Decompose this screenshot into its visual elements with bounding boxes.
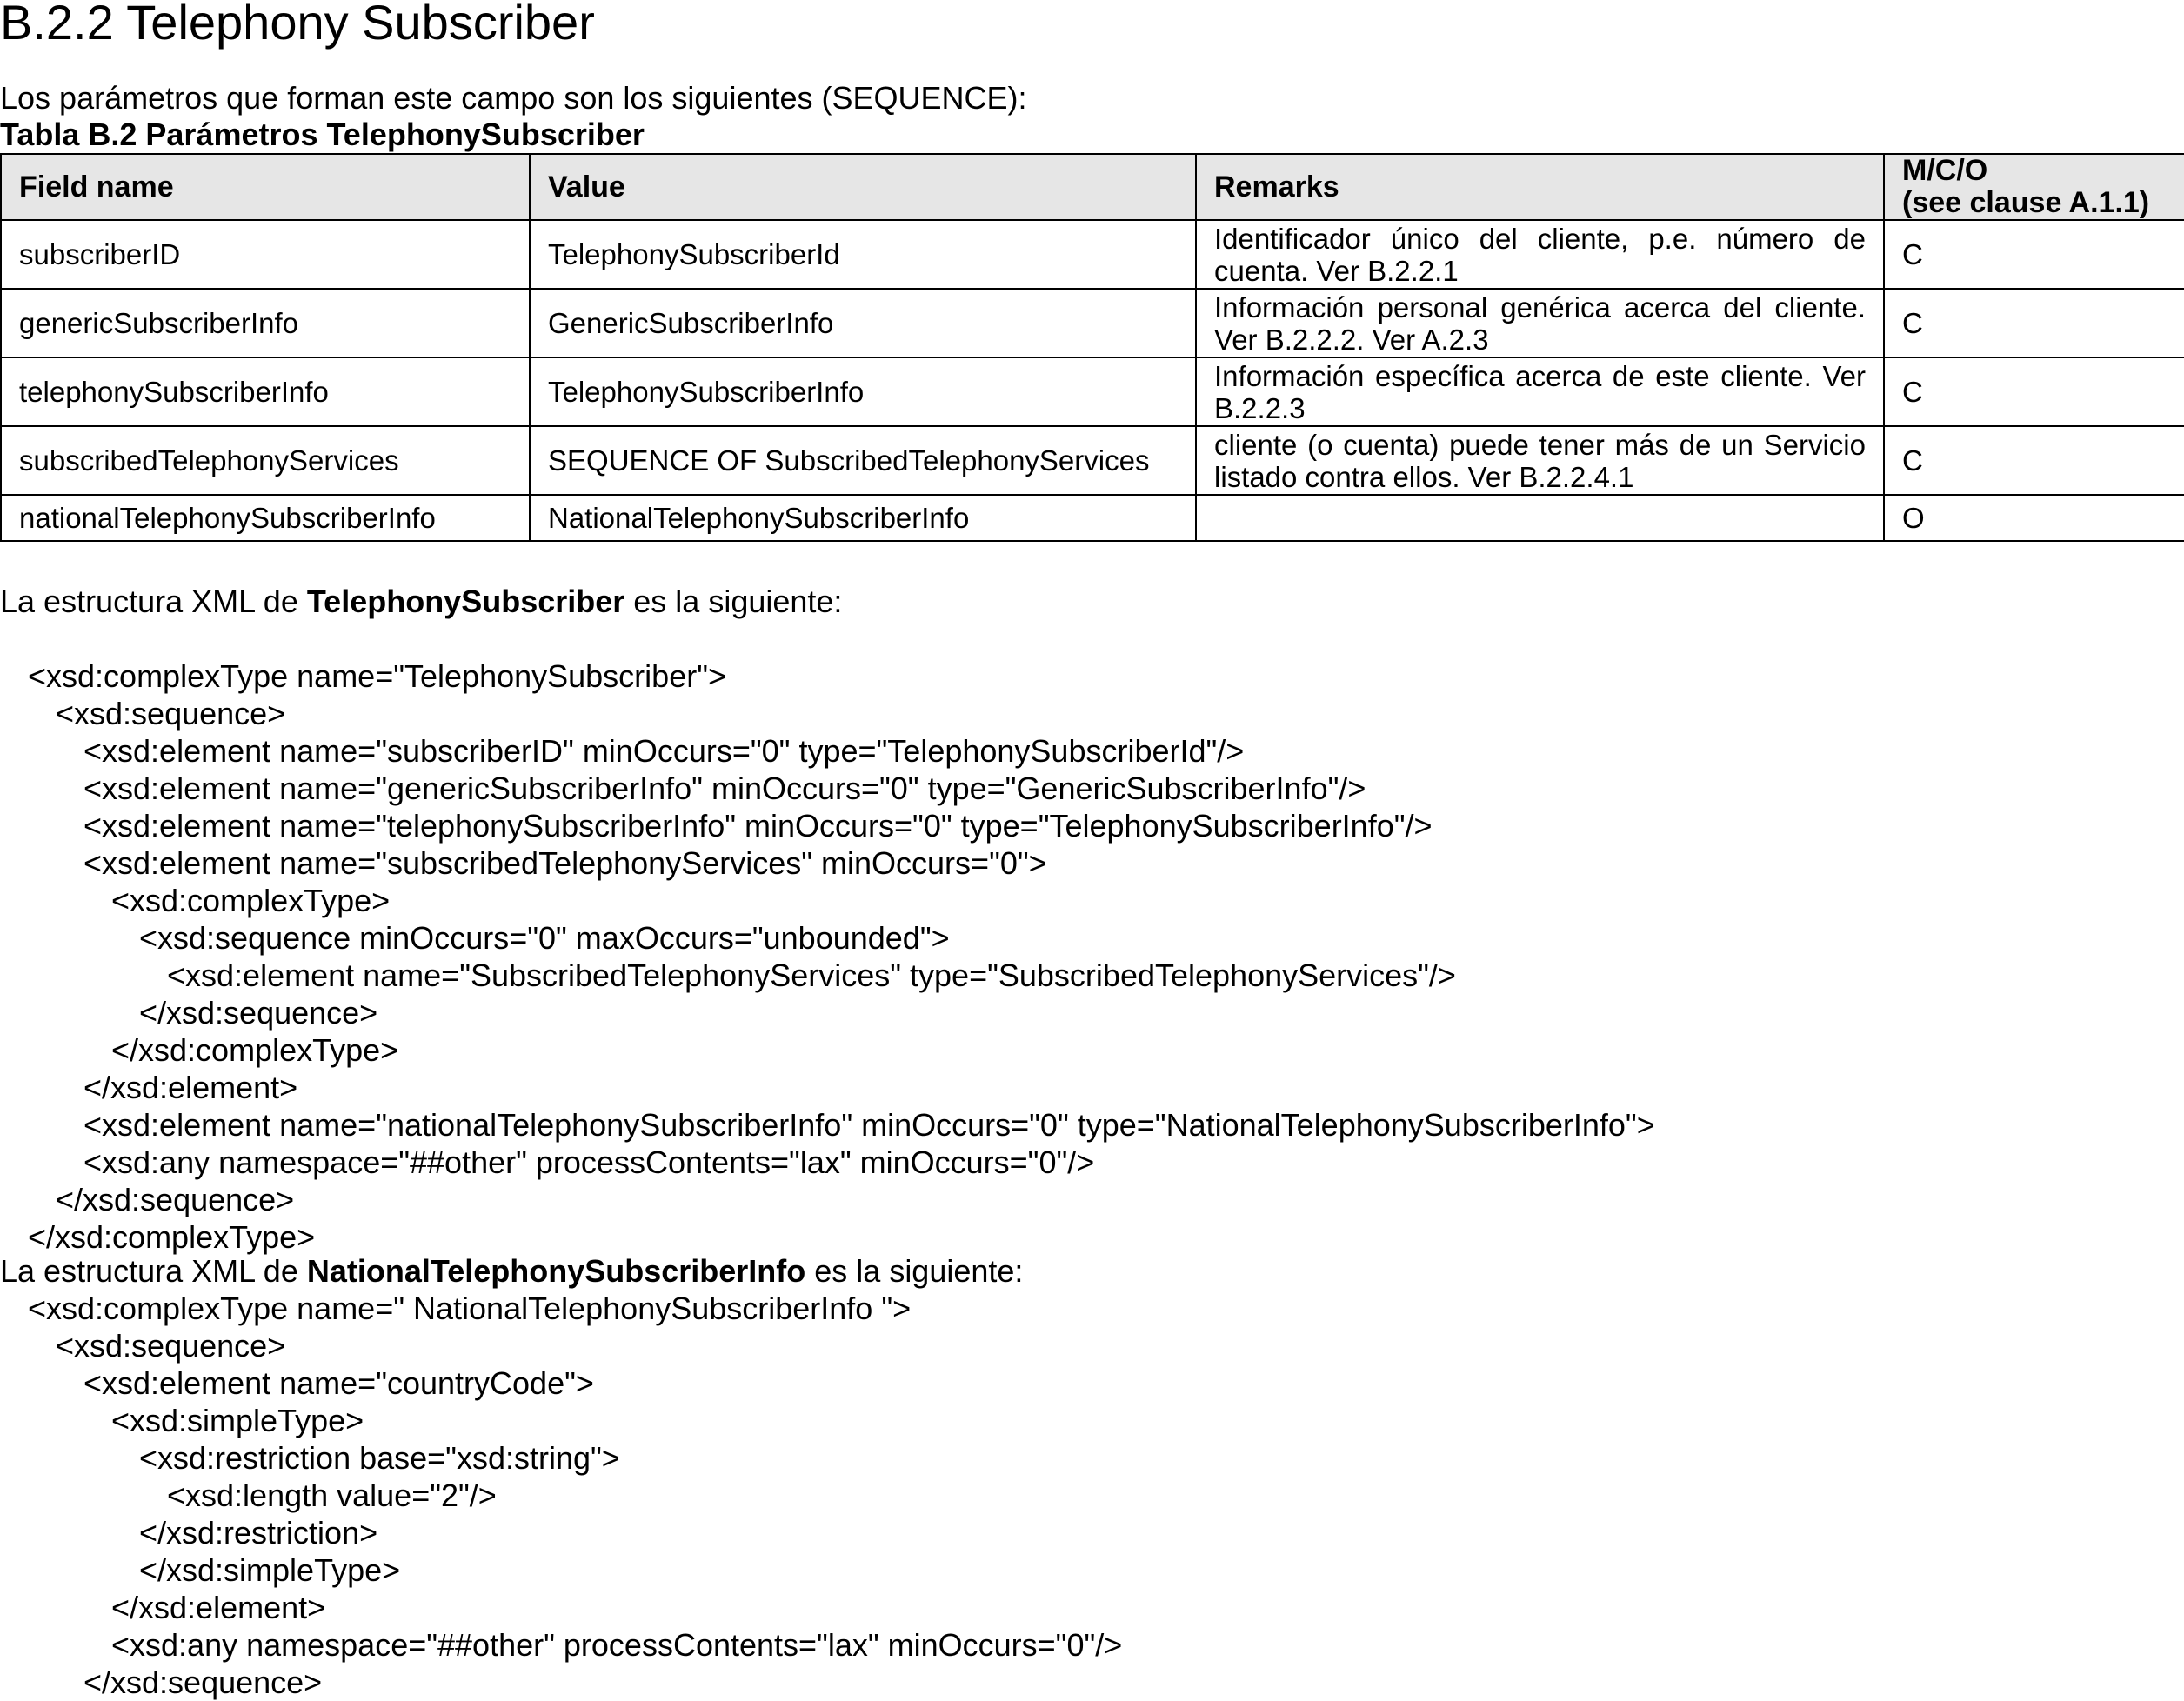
code-line: <xsd:any namespace="##other" processContents="lax" minOccurs="0"/>	[83, 1144, 1095, 1180]
para-prefix: La estructura XML de	[0, 1253, 307, 1289]
code-line: <xsd:any namespace="##other" processContents="lax" minOccurs="0"/>	[111, 1627, 1123, 1663]
code-line: <xsd:length value="2"/>	[167, 1478, 497, 1513]
code-line: <xsd:element name="nationalTelephonySubscriberInfo" minOccurs="0" type="NationalTelephonySubscriberInfo">	[83, 1107, 1655, 1143]
code-line: <xsd:complexType>	[111, 883, 391, 918]
para-term: NationalTelephonySubscriberInfo	[306, 1253, 806, 1289]
code-line: <xsd:sequence>	[56, 696, 286, 731]
cell-remarks: cliente (o cuenta) puede tener más de un Servicio listado contra ellos. Ver B.2.2.4.1	[1196, 426, 1884, 495]
table-row	[1, 220, 2184, 289]
cell-field-name: telephonySubscriberInfo	[1, 357, 530, 426]
code-line: </xsd:simpleType>	[139, 1552, 401, 1588]
cell-field-name: subscribedTelephonyServices	[1, 426, 530, 495]
header-remarks: Remarks	[1196, 154, 1884, 220]
cell-mco: C	[1884, 289, 2184, 357]
parameters-table	[0, 153, 2184, 542]
code-line: <xsd:element name="telephonySubscriberInfo" minOccurs="0" type="TelephonySubscriberInfo"/>	[83, 808, 1433, 844]
table-caption: Tabla B.2 Parámetros TelephonySubscriber	[0, 117, 645, 152]
xml-code-block-2	[0, 1290, 1122, 1701]
code-line: </xsd:sequence>	[83, 1664, 323, 1700]
table-row	[1, 495, 2184, 541]
code-line: <xsd:element name="genericSubscriberInfo" minOccurs="0" type="GenericSubscriberInfo"/>	[83, 770, 1366, 806]
cell-field-name: nationalTelephonySubscriberInfo	[1, 495, 530, 541]
header-value: Value	[530, 154, 1196, 220]
cell-mco: C	[1884, 220, 2184, 289]
code-line: <xsd:element name="subscribedTelephonyServices" minOccurs="0">	[83, 845, 1047, 881]
cell-mco: C	[1884, 426, 2184, 495]
code-line: </xsd:element>	[111, 1590, 326, 1625]
header-mco-note: (see clause A.1.1)	[1902, 186, 2150, 219]
code-line: </xsd:complexType>	[28, 1219, 316, 1255]
cell-mco: O	[1884, 495, 2184, 541]
cell-field-name: subscriberID	[1, 220, 530, 289]
code-line: <xsd:complexType name="TelephonySubscriber">	[28, 658, 727, 694]
code-line: </xsd:complexType>	[111, 1032, 399, 1068]
cell-remarks: Información específica acerca de este cliente. Ver B.2.2.3	[1196, 357, 1884, 426]
cell-mco: C	[1884, 357, 2184, 426]
code-line: <xsd:element name="subscriberID" minOccurs="0" type="TelephonySubscriberId"/>	[83, 733, 1245, 769]
cell-value: TelephonySubscriberInfo	[530, 357, 1196, 426]
cell-remarks: Información personal genérica acerca del cliente. Ver B.2.2.2. Ver A.2.3	[1196, 289, 1884, 357]
table-row	[1, 289, 2184, 357]
code-line: <xsd:sequence minOccurs="0" maxOccurs="unbounded">	[139, 920, 950, 956]
xml-code-block-1	[0, 657, 1655, 1256]
cell-remarks: Identificador único del cliente, p.e. número de cuenta. Ver B.2.2.1	[1196, 220, 1884, 289]
xml-structure-intro-1	[0, 584, 842, 620]
cell-remarks	[1196, 495, 1884, 541]
code-line: <xsd:complexType name=" NationalTelephonySubscriberInfo ">	[28, 1291, 912, 1326]
header-mco	[1884, 154, 2184, 220]
intro-text: Los parámetros que forman este campo son los siguientes (SEQUENCE):	[0, 80, 1027, 116]
table-header-row	[1, 154, 2184, 220]
para-suffix: es la siguiente:	[624, 584, 843, 619]
para-term: TelephonySubscriber	[306, 584, 625, 619]
header-field-name: Field name	[1, 154, 530, 220]
code-line: <xsd:restriction base="xsd:string">	[139, 1440, 620, 1476]
code-line: <xsd:element name="countryCode">	[83, 1365, 594, 1401]
table-row	[1, 357, 2184, 426]
para-suffix: es la siguiente:	[805, 1253, 1024, 1289]
cell-value: SEQUENCE OF SubscribedTelephonyServices	[530, 426, 1196, 495]
cell-value: NationalTelephonySubscriberInfo	[530, 495, 1196, 541]
cell-value: GenericSubscriberInfo	[530, 289, 1196, 357]
section-heading: B.2.2 Telephony Subscriber	[0, 0, 595, 50]
cell-value: TelephonySubscriberId	[530, 220, 1196, 289]
cell-field-name: genericSubscriberInfo	[1, 289, 530, 357]
code-line: </xsd:sequence>	[56, 1182, 295, 1217]
header-mco-label: M/C/O	[1902, 154, 1988, 187]
para-prefix: La estructura XML de	[0, 584, 307, 619]
code-line: <xsd:element name="SubscribedTelephonyServices" type="SubscribedTelephonyServices"/>	[167, 957, 1456, 993]
code-line: </xsd:restriction>	[139, 1515, 378, 1551]
code-line: <xsd:simpleType>	[111, 1403, 364, 1438]
table-row	[1, 426, 2184, 495]
xml-structure-intro-2	[0, 1253, 1023, 1290]
code-line: </xsd:element>	[83, 1070, 298, 1105]
code-line: </xsd:sequence>	[139, 995, 378, 1031]
code-line: <xsd:sequence>	[56, 1328, 286, 1364]
